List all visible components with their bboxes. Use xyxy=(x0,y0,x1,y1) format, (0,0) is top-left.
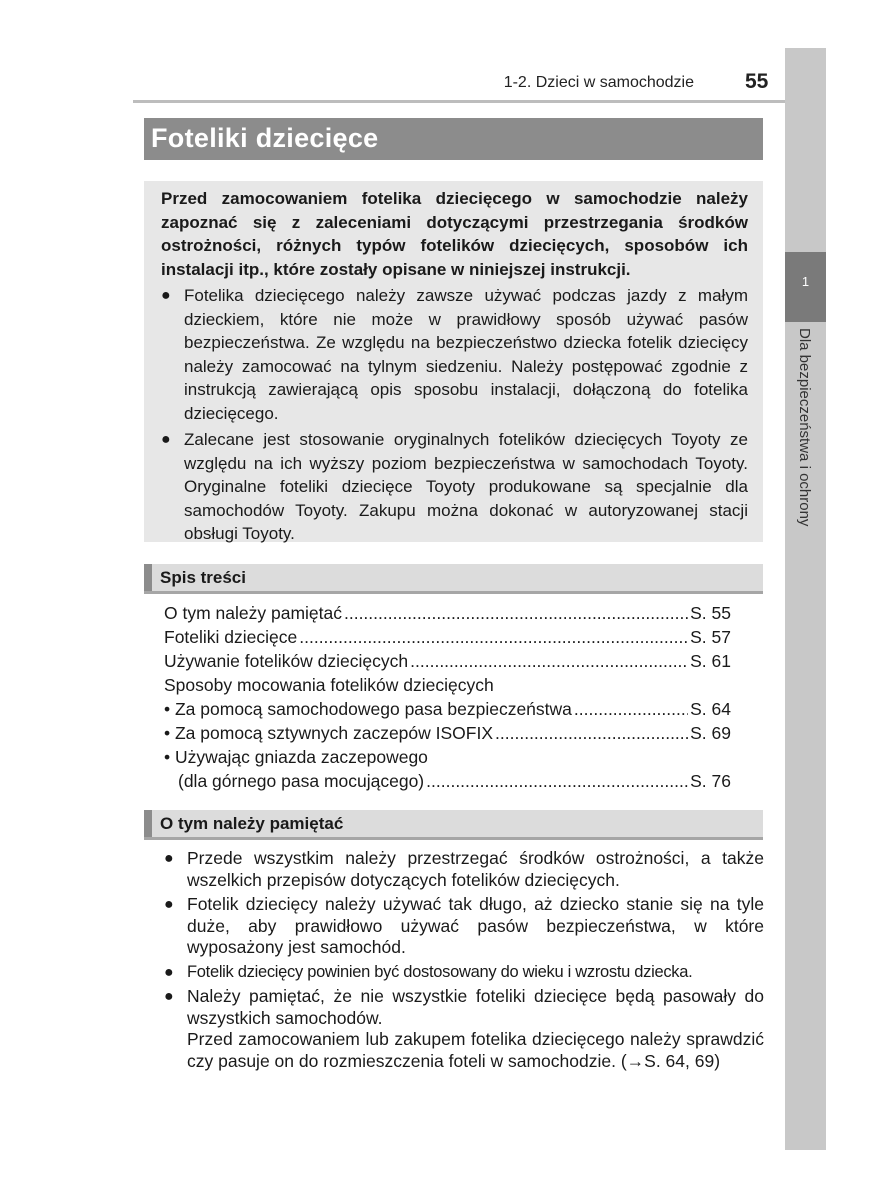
remember-heading: O tym należy pamiętać xyxy=(160,814,344,833)
toc-leader-dots xyxy=(574,697,688,721)
toc-entry-title: O tym należy pamiętać xyxy=(164,603,342,623)
table-of-contents xyxy=(164,601,731,793)
bullet-icon: ● xyxy=(161,431,171,448)
header-rule xyxy=(133,100,785,103)
toc-entry[interactable] xyxy=(164,649,731,673)
toc-entry[interactable] xyxy=(164,697,731,721)
intro-bullet-text: Zalecane jest stosowanie oryginalnych fotelików dziecięcych Toyoty ze względu na ich wyższy poziom bezpieczeństwa w samochodach Toyoty. Oryginalne foteliki dziecięce Toyoty produkowane są specjalnie dla samochodów Toyoty. Zakupu można dokonać w autoryzowanej stacji obsługi Toyoty. xyxy=(184,430,748,543)
remember-heading-bar xyxy=(144,810,763,840)
toc-entry-page: S. 57 xyxy=(690,627,731,647)
toc-entry-page: S. 55 xyxy=(690,603,731,623)
intro-box xyxy=(144,181,763,542)
toc-group-label xyxy=(164,673,731,697)
toc-entry-title: • Za pomocą samochodowego pasa bezpieczeństwa xyxy=(164,699,572,719)
toc-group-label xyxy=(164,745,731,769)
remember-bullet-text: Fotelik dziecięcy należy używać tak długo, aż dziecko stanie się na tyle duże, aby prawidłowo używać pasów bezpieczeństwa, w które wyposażony jest samochód. xyxy=(187,894,764,957)
intro-bullet-text: Fotelika dziecięcego należy zawsze używać podczas jazdy z małym dzieckiem, które nie może w prawidłowy sposób używać pasów bezpieczeństwa. Ze względu na bezpieczeństwo dziecka fotelik dziecięcy należy zamocować na tylnym siedzeniu. Należy postępować zgodnie z instrukcją zawierającą opis sposobu instalacji, dołączoną do fotelika dziecięcego. xyxy=(184,286,748,423)
toc-leader-dots xyxy=(344,601,688,625)
remember-bullet xyxy=(164,848,764,891)
toc-entry-page: S. 69 xyxy=(690,723,731,743)
bullet-icon: ● xyxy=(161,287,171,304)
running-header-section: 1-2. Dzieci w samochodzie xyxy=(503,74,694,91)
toc-entry-title: Używanie fotelików dziecięcych xyxy=(164,651,409,671)
page-title: Foteliki dziecięce xyxy=(144,118,763,160)
bullet-icon: ● xyxy=(164,896,174,913)
remember-bullet-text: Fotelik dziecięcy powinien być dostosowany do wieku i wzrostu dziecka. xyxy=(187,962,693,981)
toc-leader-dots xyxy=(410,649,688,673)
remember-bullet xyxy=(164,986,764,1072)
remember-bullet xyxy=(164,894,764,959)
toc-entry[interactable] xyxy=(164,721,731,745)
toc-entry-title: • Używając gniazda zaczepowego xyxy=(164,747,428,767)
toc-heading: Spis treści xyxy=(160,568,246,587)
toc-leader-dots xyxy=(299,625,688,649)
toc-entry[interactable] xyxy=(164,601,731,625)
bullet-icon: ● xyxy=(164,850,174,867)
intro-bullet xyxy=(161,284,748,425)
toc-entry-title: Foteliki dziecięce xyxy=(164,627,298,647)
toc-entry-title: Sposoby mocowania fotelików dziecięcych xyxy=(164,675,494,695)
toc-entry-page: S. 61 xyxy=(690,651,731,671)
chapter-side-tab xyxy=(785,48,826,1150)
toc-entry-title: (dla górnego pasa mocującego) xyxy=(178,771,425,791)
remember-list xyxy=(164,848,764,1075)
toc-entry[interactable] xyxy=(164,625,731,649)
toc-entry-title: • Za pomocą sztywnych zaczepów ISOFIX xyxy=(164,723,494,743)
page-number: 55 xyxy=(745,70,769,93)
bullet-icon: ● xyxy=(164,988,174,1005)
remember-bullet xyxy=(164,962,764,984)
chapter-label: Dla bezpieczeństwa i ochrony xyxy=(796,328,813,527)
toc-entry-page: S. 64 xyxy=(690,699,731,719)
intro-bullet xyxy=(161,428,748,546)
toc-leader-dots xyxy=(426,769,688,793)
remember-note-text: Przed zamocowaniem lub zakupem fotelika dziecięcego należy sprawdzić czy pasuje on do rozmieszczenia foteli w samochodzie. (→S. 64, 69) xyxy=(187,1029,764,1071)
toc-leader-dots xyxy=(495,721,688,745)
toc-heading-bar xyxy=(144,564,763,594)
bullet-icon: ● xyxy=(164,963,174,981)
remember-bullet-text: Przede wszystkim należy przestrzegać środków ostrożności, a także wszelkich przepisów dotyczących fotelików dziecięcych. xyxy=(187,848,764,890)
toc-entry[interactable] xyxy=(164,769,731,793)
heading-accent xyxy=(144,564,152,591)
intro-warning-text: Przed zamocowaniem fotelika dziecięcego w samochodzie należy zapoznać się z zaleceniami dotyczącymi przestrzegania środków ostrożności, różnych typów fotelików dziecięcych, sposobów ich instalacji itp., które zostały opisane w niniejszej instrukcji. xyxy=(161,189,748,279)
chapter-number: 1 xyxy=(785,252,826,322)
heading-accent xyxy=(144,810,152,837)
toc-entry-page: S. 76 xyxy=(690,771,731,791)
remember-bullet-text: Należy pamiętać, że nie wszystkie foteliki dziecięce będą pasowały do wszystkich samochodów. xyxy=(187,986,764,1028)
